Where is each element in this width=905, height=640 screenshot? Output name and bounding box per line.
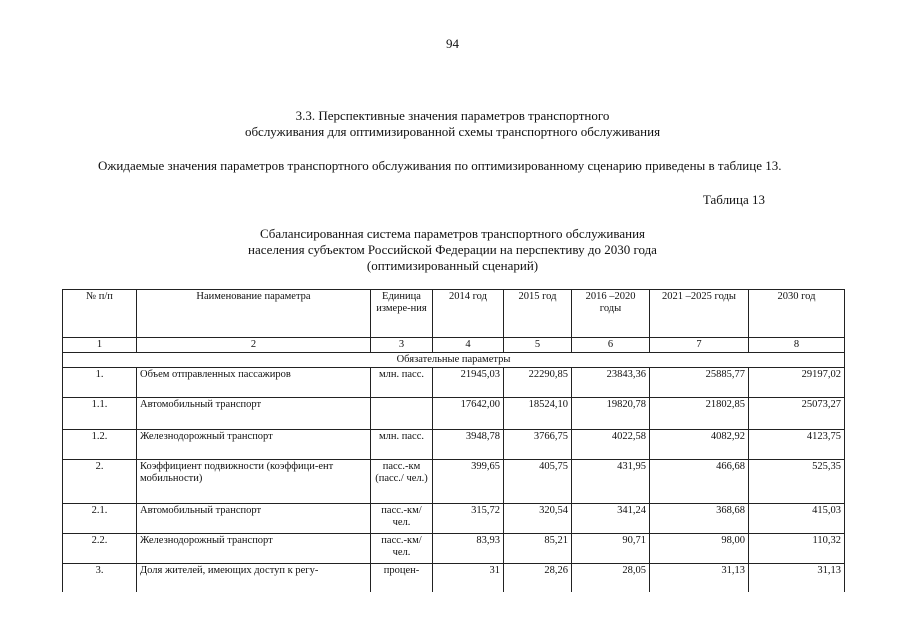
row-unit: пасс.-км/чел.: [371, 534, 433, 564]
row-value-2021-2025: 98,00: [650, 534, 749, 564]
row-unit: пасс.-км (пасс./ чел.): [371, 460, 433, 504]
row-num: 2.1.: [63, 504, 137, 534]
row-value-2016-2020: 341,24: [572, 504, 650, 534]
row-value-2015: 18524,10: [504, 398, 572, 430]
row-value-2015: 320,54: [504, 504, 572, 534]
row-value-2014: 83,93: [433, 534, 504, 564]
table-row: [63, 460, 845, 504]
table-header-row: [63, 290, 845, 338]
row-value-2016-2020: 4022,58: [572, 430, 650, 460]
column-number-row: [63, 338, 845, 353]
row-unit: пасс.-км/чел.: [371, 504, 433, 534]
row-value-2014: 21945,03: [433, 368, 504, 398]
header-2030: 2030 год: [749, 290, 845, 338]
row-name: Автомобильный транспорт: [137, 398, 371, 430]
row-value-2021-2025: 21802,85: [650, 398, 749, 430]
header-2021-2025: 2021 –2025 годы: [650, 290, 749, 338]
row-value-2030: 29197,02: [749, 368, 845, 398]
row-unit: млн. пасс.: [371, 430, 433, 460]
header-num: № п/п: [63, 290, 137, 338]
column-number: 4: [433, 338, 504, 353]
header-name: Наименование параметра: [137, 290, 371, 338]
row-num: 2.: [63, 460, 137, 504]
row-value-2015: 405,75: [504, 460, 572, 504]
row-num: 1.2.: [63, 430, 137, 460]
table-caption-line: населения субъектом Российской Федерации на перспективу до 2030 года: [248, 242, 657, 257]
row-value-2015: 85,21: [504, 534, 572, 564]
intro-paragraph: Ожидаемые значения параметров транспортного обслуживания по оптимизированному сценарию приведены в таблице 13.: [98, 158, 782, 173]
parameters-table: [62, 289, 845, 592]
row-value-2030: 415,03: [749, 504, 845, 534]
column-number: 2: [137, 338, 371, 353]
table-row: [63, 564, 845, 592]
table-row: [63, 398, 845, 430]
row-value-2030: 25073,27: [749, 398, 845, 430]
row-value-2014: 17642,00: [433, 398, 504, 430]
table-row: [63, 504, 845, 534]
row-name: Железнодорожный транспорт: [137, 430, 371, 460]
header-2016-2020: 2016 –2020 годы: [572, 290, 650, 338]
row-name: Объем отправленных пассажиров: [137, 368, 371, 398]
column-number: 7: [650, 338, 749, 353]
row-value-2015: 22290,85: [504, 368, 572, 398]
row-value-2014: 31: [433, 564, 504, 592]
row-value-2016-2020: 431,95: [572, 460, 650, 504]
row-unit: млн. пасс.: [371, 368, 433, 398]
page-number: 94: [446, 36, 459, 51]
row-value-2016-2020: 23843,36: [572, 368, 650, 398]
row-name: Автомобильный транспорт: [137, 504, 371, 534]
table-caption-line: (оптимизированный сценарий): [366, 258, 539, 273]
row-num: 2.2.: [63, 534, 137, 564]
header-unit: Единица измере-ния: [371, 290, 433, 338]
section-heading-line: 3.3. Перспективные значения параметров транспортного: [295, 108, 610, 123]
table-row: [63, 430, 845, 460]
row-unit: процен-: [371, 564, 433, 592]
group-label: Обязательные параметры: [63, 353, 845, 368]
column-number: 3: [371, 338, 433, 353]
section-heading-line: обслуживания для оптимизированной схемы транспортного обслуживания: [244, 124, 661, 139]
section-heading: [0, 108, 905, 140]
row-num: 3.: [63, 564, 137, 592]
row-name: Коэффициент подвижности (коэффици-ент мобильности): [137, 460, 371, 504]
column-number: 8: [749, 338, 845, 353]
row-value-2021-2025: 368,68: [650, 504, 749, 534]
row-value-2016-2020: 28,05: [572, 564, 650, 592]
row-value-2021-2025: 31,13: [650, 564, 749, 592]
table-row: [63, 534, 845, 564]
row-value-2015: 28,26: [504, 564, 572, 592]
row-value-2030: 110,32: [749, 534, 845, 564]
row-value-2021-2025: 4082,92: [650, 430, 749, 460]
row-value-2016-2020: 90,71: [572, 534, 650, 564]
row-value-2016-2020: 19820,78: [572, 398, 650, 430]
row-value-2014: 315,72: [433, 504, 504, 534]
row-unit: [371, 398, 433, 430]
row-value-2030: 525,35: [749, 460, 845, 504]
row-value-2021-2025: 466,68: [650, 460, 749, 504]
header-2015: 2015 год: [504, 290, 572, 338]
table-label: Таблица 13: [702, 192, 765, 207]
row-value-2030: 4123,75: [749, 430, 845, 460]
row-value-2014: 399,65: [433, 460, 504, 504]
table-caption-line: Сбалансированная система параметров транспортного обслуживания: [259, 226, 646, 241]
row-value-2015: 3766,75: [504, 430, 572, 460]
row-value-2030: 31,13: [749, 564, 845, 592]
header-2014: 2014 год: [433, 290, 504, 338]
row-name: Доля жителей, имеющих доступ к регу-: [137, 564, 371, 592]
row-value-2014: 3948,78: [433, 430, 504, 460]
table-caption: [0, 226, 905, 274]
row-name: Железнодорожный транспорт: [137, 534, 371, 564]
column-number: 5: [504, 338, 572, 353]
row-num: 1.1.: [63, 398, 137, 430]
column-number: 1: [63, 338, 137, 353]
table-row: [63, 368, 845, 398]
row-value-2021-2025: 25885,77: [650, 368, 749, 398]
row-num: 1.: [63, 368, 137, 398]
group-row: [63, 353, 845, 368]
column-number: 6: [572, 338, 650, 353]
